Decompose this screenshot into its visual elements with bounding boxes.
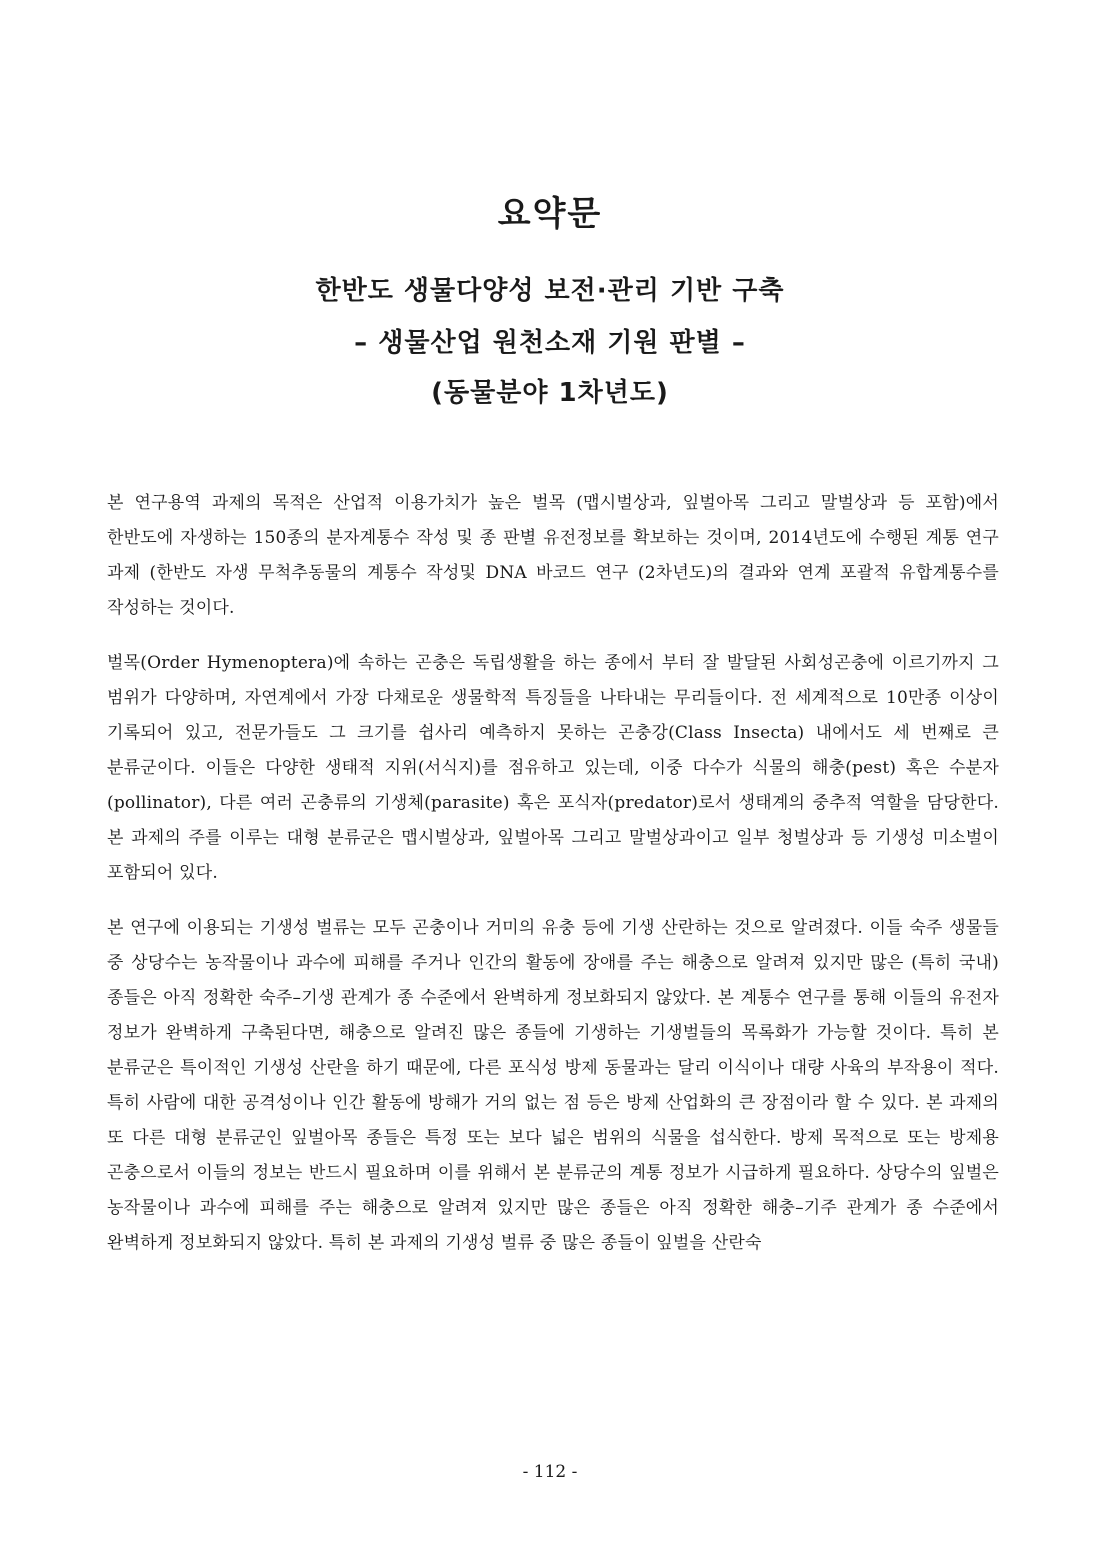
paragraph-2: 벌목(Order Hymenoptera)에 속하는 곤충은 독립생활을 하는 종에서 부터 잘 발달된 사회성곤충에 이르기까지 그 범위가 다양하며, 자연계에서 가장 다채로운 생물학적 특징들을 나타내는 무리들이다. 전 세계적으로 10만종 이상이 기록되어 있고, 전문가들도 그 크기를 쉽사리 예측하지 못하는 곤충강(Class Insecta) 내에서도 세 번째로 큰 분류군이다. 이들은 다양한 생태적 지위(서식지)를 점유하고 있는데, 이중 다수가 식물의 해충(pest) 혹은 수분자(pollinator), 다른 여러 곤충류의 기생체(parasite) 혹은 포식자(predator)로서 생태계의 중추적 역할을 담당한다. 본 과제의 주를 이루는 대형 분류군은 맵시벌상과, 잎벌아목 그리고 말벌상과이고 일부 청벌상과 등 기생성 미소벌이 포함되어 있다. xyxy=(107,653,999,883)
paragraph-3: 본 연구에 이용되는 기생성 벌류는 모두 곤충이나 거미의 유충 등에 기생 산란하는 것으로 알려졌다. 이들 숙주 생물들 중 상당수는 농작물이나 과수에 피해를 주거나 인간의 활동에 장애를 주는 해충으로 알려져 있지만 많은 (특히 국내) 종들은 아직 정확한 숙주–기생 관계가 종 수준에서 완벽하게 정보화되지 않았다. 본 계통수 연구를 통해 이들의 유전자 정보가 완벽하게 구축된다면, 해충으로 알려진 많은 종들에 기생하는 기생벌들의 목록화가 가능할 것이다. 특히 본 분류군은 특이적인 기생성 산란을 하기 때문에, 다른 포식성 방제 동물과는 달리 이식이나 대량 사육의 부작용이 적다. 특히 사람에 대한 공격성이나 인간 활동에 방해가 거의 없는 점 등은 방제 산업화의 큰 장점이라 할 수 있다. 본 과제의 또 다른 대형 분류군인 잎벌아목 종들은 특정 또는 보다 넓은 범위의 식물을 섭식한다. 방제 목적으로 또는 방제용 곤충으로서 이들의 정보는 반드시 필요하며 이를 위해서 본 분류군의 계통 정보가 시급하게 필요하다. 상당수의 잎벌은 농작물이나 과수에 피해를 주는 해충으로 알려져 있지만 많은 종들은 아직 정확한 해충–기주 관계가 종 수준에서 완벽하게 정보화되지 않았다. 특히 본 과제의 기생성 벌류 중 많은 종들이 잎벌을 산란숙 xyxy=(107,918,999,1253)
body-text xyxy=(107,486,999,1281)
subtitle-line-3: (동물분야 1차년도) xyxy=(431,378,669,408)
page-number: - 112 - xyxy=(522,1462,578,1482)
subtitle-line-1: 한반도 생물다양성 보전·관리 기반 구축 xyxy=(315,276,785,306)
page-title: 요약문 xyxy=(497,194,603,234)
subtitle-line-2: – 생물산업 원천소재 기원 판별 – xyxy=(354,328,746,358)
paragraph-1: 본 연구용역 과제의 목적은 산업적 이용가치가 높은 벌목 (맵시벌상과, 잎벌아목 그리고 말벌상과 등 포함)에서 한반도에 자생하는 150종의 분자계통수 작성 및 종 판별 유전정보를 확보하는 것이며, 2014년도에 수행된 계통 연구 과제 (한반도 자생 무척추동물의 계통수 작성및 DNA 바코드 연구 (2차년도)의 결과와 연계 포괄적 유합계통수를 작성하는 것이다. xyxy=(107,493,999,618)
